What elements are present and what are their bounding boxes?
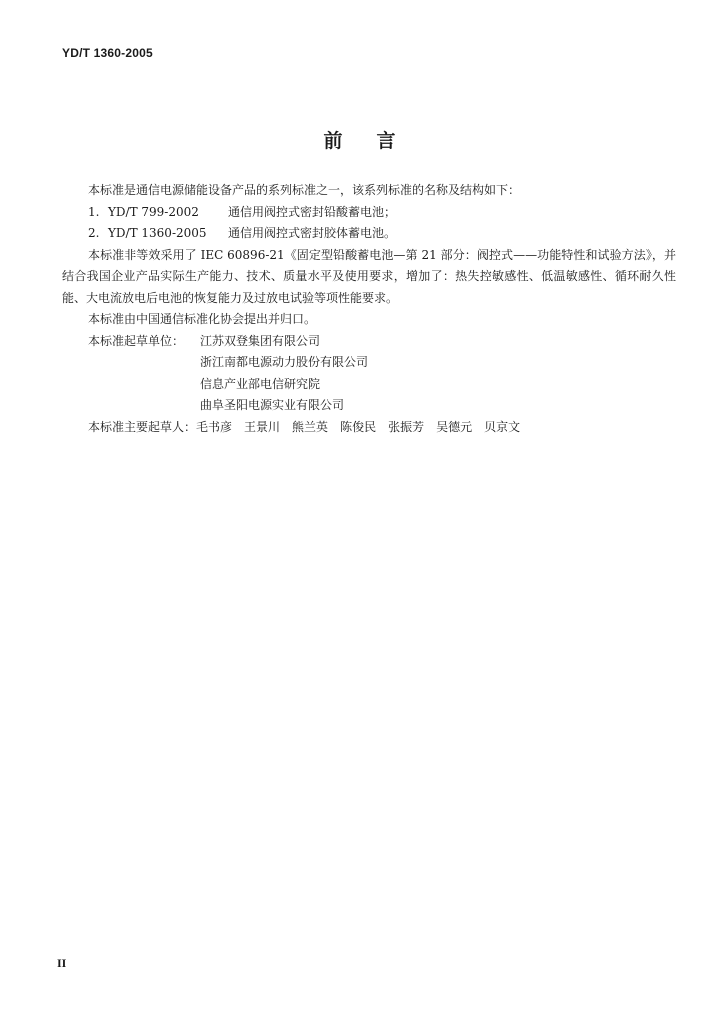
series-list-item bbox=[62, 202, 676, 224]
standard-code: YD/T 1360-2005 bbox=[108, 226, 207, 240]
list-number: 2. bbox=[88, 226, 100, 240]
page-number: II bbox=[57, 956, 67, 970]
list-number: 1. bbox=[88, 204, 100, 219]
standard-name: 通信用阀控式密封铅酸蓄电池； bbox=[228, 204, 397, 219]
drafter-name: 张振芳 bbox=[388, 419, 425, 434]
drafting-unit: 曲阜圣阳电源实业有限公司 bbox=[200, 398, 345, 412]
standard-name: 通信用阀控式密封胶体蓄电池。 bbox=[228, 226, 397, 240]
drafter-name: 吴德元 bbox=[436, 419, 473, 434]
drafters-label: 本标准主要起草人： bbox=[88, 419, 197, 434]
drafter-name: 熊兰英 bbox=[292, 419, 329, 434]
drafter-name: 陈俊民 bbox=[340, 419, 377, 434]
intro-paragraph: 本标准是通信电源储能设备产品的系列标准之一，该系列标准的名称及结构如下： bbox=[88, 183, 521, 197]
proposal-paragraph: 本标准由中国通信标准化协会提出并归口。 bbox=[88, 312, 317, 326]
drafter-name: 贝京文 bbox=[484, 419, 521, 434]
drafting-unit-row bbox=[62, 352, 676, 374]
adoption-paragraph: 本标准非等效采用了 IEC 60896-21《固定型铅酸蓄电池—第 21 部分：阀控式——功能特性和试验方法》，并结合我国企业产品实际生产能力、技术、质量水平及使用要求，增加了：热失控敏感性、低温敏感性、循环耐久性能、大电流放电后电池的恢复能力及过放电试验等项性能要求。 bbox=[62, 247, 676, 305]
foreword-body bbox=[62, 180, 676, 438]
drafting-unit-row bbox=[62, 395, 676, 417]
page-title: 前言 bbox=[323, 130, 430, 152]
drafters-row bbox=[62, 417, 676, 439]
drafting-unit-row bbox=[62, 331, 676, 353]
drafting-units-label: 本标准起草单位： bbox=[88, 333, 185, 348]
drafter-name: 王景川 bbox=[244, 419, 281, 434]
series-list-item bbox=[62, 223, 676, 245]
drafter-name: 毛书彦 bbox=[196, 419, 233, 434]
document-code: YD/T 1360-2005 bbox=[62, 46, 153, 60]
drafting-unit: 江苏双登集团有限公司 bbox=[200, 333, 321, 348]
standard-code: YD/T 799-2002 bbox=[108, 204, 199, 219]
drafting-unit: 信息产业部电信研究院 bbox=[200, 376, 321, 391]
drafting-unit: 浙江南都电源动力股份有限公司 bbox=[200, 355, 369, 369]
drafting-unit-row bbox=[62, 374, 676, 396]
